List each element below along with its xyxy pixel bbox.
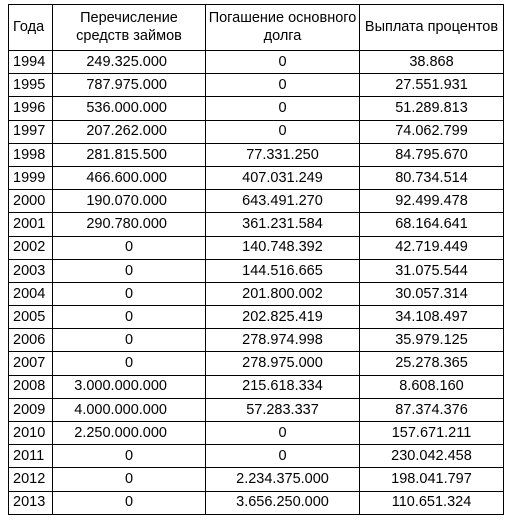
cell-interest: 230.042.458 — [360, 445, 504, 468]
cell-year: 2002 — [9, 236, 53, 259]
table-header-row — [9, 5, 504, 51]
cell-borrow: 536.000.000 — [53, 97, 206, 120]
table-row — [9, 445, 504, 468]
cell-borrow: 249.325.000 — [53, 51, 206, 74]
cell-borrow: 4.000.000.000 — [53, 398, 206, 421]
header-borrow: Перечисление средств займов — [53, 5, 206, 51]
table-row — [9, 166, 504, 189]
cell-borrow: 466.600.000 — [53, 166, 206, 189]
table-row — [9, 74, 504, 97]
cell-repay: 0 — [206, 51, 360, 74]
cell-year: 2005 — [9, 306, 53, 329]
cell-borrow: 190.070.000 — [53, 190, 206, 213]
table-row — [9, 282, 504, 305]
table-row — [9, 97, 504, 120]
cell-borrow: 290.780.000 — [53, 213, 206, 236]
cell-interest: 42.719.449 — [360, 236, 504, 259]
cell-interest: 25.278.365 — [360, 352, 504, 375]
table-row — [9, 120, 504, 143]
cell-repay: 0 — [206, 97, 360, 120]
table-row — [9, 143, 504, 166]
cell-interest: 38.868 — [360, 51, 504, 74]
cell-interest: 92.499.478 — [360, 190, 504, 213]
cell-interest: 30.057.314 — [360, 282, 504, 305]
cell-repay: 215.618.334 — [206, 375, 360, 398]
cell-borrow: 2.250.000.000 — [53, 422, 206, 445]
cell-borrow: 207.262.000 — [53, 120, 206, 143]
table-row — [9, 259, 504, 282]
cell-borrow: 281.815.500 — [53, 143, 206, 166]
cell-repay: 140.748.392 — [206, 236, 360, 259]
table-row — [9, 352, 504, 375]
loan-table-container — [8, 4, 504, 515]
cell-repay: 2.234.375.000 — [206, 468, 360, 491]
cell-repay: 57.283.337 — [206, 398, 360, 421]
table-row — [9, 51, 504, 74]
cell-borrow: 0 — [53, 282, 206, 305]
table-row — [9, 491, 504, 514]
header-year: Года — [9, 5, 53, 51]
header-repay: Погашение основного долга — [206, 5, 360, 51]
table-row — [9, 306, 504, 329]
cell-repay: 278.974.998 — [206, 329, 360, 352]
cell-interest: 157.671.211 — [360, 422, 504, 445]
cell-year: 1999 — [9, 166, 53, 189]
cell-interest: 110.651.324 — [360, 491, 504, 514]
cell-repay: 77.331.250 — [206, 143, 360, 166]
cell-borrow: 0 — [53, 259, 206, 282]
cell-interest: 27.551.931 — [360, 74, 504, 97]
table-row — [9, 468, 504, 491]
cell-interest: 34.108.497 — [360, 306, 504, 329]
cell-interest: 31.075.544 — [360, 259, 504, 282]
cell-borrow: 0 — [53, 329, 206, 352]
cell-interest: 51.289.813 — [360, 97, 504, 120]
cell-repay: 0 — [206, 74, 360, 97]
cell-year: 2006 — [9, 329, 53, 352]
cell-borrow: 0 — [53, 236, 206, 259]
cell-borrow: 0 — [53, 491, 206, 514]
cell-borrow: 0 — [53, 306, 206, 329]
table-row — [9, 213, 504, 236]
cell-interest: 74.062.799 — [360, 120, 504, 143]
cell-borrow: 0 — [53, 352, 206, 375]
cell-repay: 407.031.249 — [206, 166, 360, 189]
cell-year: 1998 — [9, 143, 53, 166]
cell-repay: 3.656.250.000 — [206, 491, 360, 514]
cell-year: 2007 — [9, 352, 53, 375]
cell-interest: 80.734.514 — [360, 166, 504, 189]
table-row — [9, 422, 504, 445]
cell-borrow: 787.975.000 — [53, 74, 206, 97]
cell-interest: 198.041.797 — [360, 468, 504, 491]
header-interest: Выплата процентов — [360, 5, 504, 51]
cell-repay: 202.825.419 — [206, 306, 360, 329]
cell-year: 1996 — [9, 97, 53, 120]
cell-year: 1997 — [9, 120, 53, 143]
cell-year: 2009 — [9, 398, 53, 421]
loan-payments-table — [8, 4, 504, 515]
cell-repay: 201.800.002 — [206, 282, 360, 305]
cell-year: 2013 — [9, 491, 53, 514]
table-body — [9, 51, 504, 515]
cell-interest: 87.374.376 — [360, 398, 504, 421]
table-row — [9, 375, 504, 398]
cell-year: 2011 — [9, 445, 53, 468]
cell-interest: 35.979.125 — [360, 329, 504, 352]
cell-interest: 68.164.641 — [360, 213, 504, 236]
cell-year: 2010 — [9, 422, 53, 445]
cell-year: 1994 — [9, 51, 53, 74]
cell-interest: 84.795.670 — [360, 143, 504, 166]
cell-repay: 643.491.270 — [206, 190, 360, 213]
table-row — [9, 398, 504, 421]
cell-year: 2004 — [9, 282, 53, 305]
cell-year: 1995 — [9, 74, 53, 97]
cell-repay: 361.231.584 — [206, 213, 360, 236]
cell-year: 2008 — [9, 375, 53, 398]
table-row — [9, 329, 504, 352]
cell-repay: 0 — [206, 445, 360, 468]
table-row — [9, 190, 504, 213]
cell-borrow: 0 — [53, 445, 206, 468]
cell-repay: 0 — [206, 120, 360, 143]
cell-borrow: 0 — [53, 468, 206, 491]
cell-repay: 278.975.000 — [206, 352, 360, 375]
cell-borrow: 3.000.000.000 — [53, 375, 206, 398]
cell-year: 2000 — [9, 190, 53, 213]
cell-year: 2012 — [9, 468, 53, 491]
cell-repay: 0 — [206, 422, 360, 445]
cell-year: 2001 — [9, 213, 53, 236]
cell-interest: 8.608.160 — [360, 375, 504, 398]
cell-repay: 144.516.665 — [206, 259, 360, 282]
cell-year: 2003 — [9, 259, 53, 282]
table-row — [9, 236, 504, 259]
